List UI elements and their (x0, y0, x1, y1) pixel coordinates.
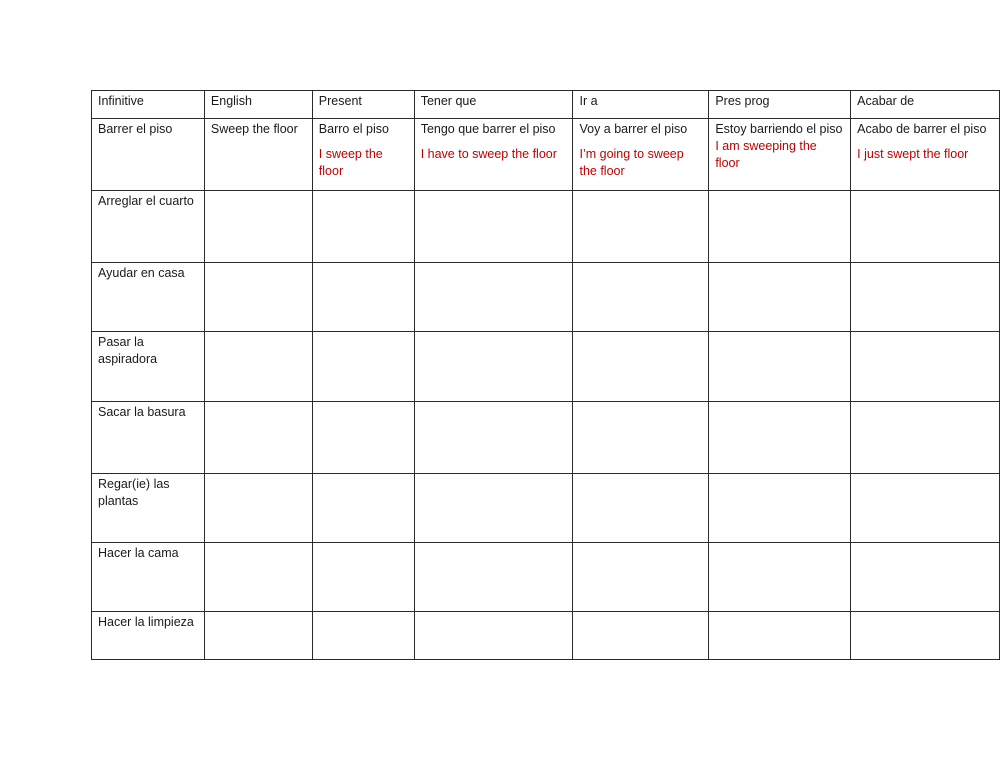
answer-cell[interactable] (709, 612, 851, 660)
answer-cell[interactable] (709, 191, 851, 263)
table-row (92, 332, 1000, 402)
answer-cell[interactable] (312, 402, 414, 474)
example-infinitive-text: Barrer el piso (98, 122, 173, 136)
header-tener-que: Tener que (414, 91, 573, 119)
answer-cell[interactable] (851, 543, 1000, 612)
conjugation-table (91, 90, 1000, 660)
answer-cell[interactable] (851, 191, 1000, 263)
table-row (92, 263, 1000, 332)
answer-cell[interactable] (709, 543, 851, 612)
answer-cell[interactable] (414, 474, 573, 543)
row-infinitive: Hacer la limpieza (92, 612, 205, 660)
ir-a-translation: I’m going to sweep the floor (579, 147, 684, 178)
header-present: Present (312, 91, 414, 119)
answer-cell[interactable] (312, 191, 414, 263)
answer-cell[interactable] (312, 332, 414, 402)
example-english (204, 119, 312, 191)
answer-cell[interactable] (573, 263, 709, 332)
example-row (92, 119, 1000, 191)
table-row (92, 402, 1000, 474)
row-infinitive: Pasar la aspiradora (92, 332, 205, 402)
table-row (92, 612, 1000, 660)
answer-cell[interactable] (414, 543, 573, 612)
answer-cell[interactable] (709, 332, 851, 402)
answer-cell[interactable] (573, 402, 709, 474)
pres-prog-translation: I am sweeping the floor (715, 139, 817, 170)
answer-cell[interactable] (573, 543, 709, 612)
answer-cell[interactable] (312, 263, 414, 332)
header-row (92, 91, 1000, 119)
answer-cell[interactable] (204, 543, 312, 612)
answer-cell[interactable] (204, 263, 312, 332)
header-pres-prog: Pres prog (709, 91, 851, 119)
answer-cell[interactable] (709, 263, 851, 332)
answer-cell[interactable] (204, 612, 312, 660)
row-infinitive: Regar(ie) las plantas (92, 474, 205, 543)
answer-cell[interactable] (573, 332, 709, 402)
acabar-de-translation: I just swept the floor (857, 147, 969, 161)
answer-cell[interactable] (573, 612, 709, 660)
table-row (92, 191, 1000, 263)
answer-cell[interactable] (851, 263, 1000, 332)
example-tener-que (414, 119, 573, 191)
answer-cell[interactable] (312, 474, 414, 543)
answer-cell[interactable] (414, 191, 573, 263)
example-present (312, 119, 414, 191)
tener-que-spanish: Tengo que barrer el piso (420, 122, 556, 136)
example-infinitive (92, 119, 205, 191)
ir-a-spanish: Voy a barrer el piso (579, 122, 688, 136)
row-infinitive: Ayudar en casa (92, 263, 205, 332)
header-english: English (204, 91, 312, 119)
answer-cell[interactable] (414, 612, 573, 660)
example-english-text: Sweep the floor (210, 122, 298, 136)
pres-prog-spanish: Estoy barriendo el piso (715, 122, 843, 136)
answer-cell[interactable] (573, 474, 709, 543)
present-translation: I sweep the floor (318, 147, 383, 178)
answer-cell[interactable] (414, 332, 573, 402)
tener-que-translation: I have to sweep the floor (420, 147, 557, 161)
answer-cell[interactable] (414, 263, 573, 332)
header-infinitive: Infinitive (92, 91, 205, 119)
example-pres-prog (709, 119, 851, 191)
row-infinitive: Hacer la cama (92, 543, 205, 612)
header-ir-a: Ir a (573, 91, 709, 119)
table-row (92, 474, 1000, 543)
answer-cell[interactable] (851, 474, 1000, 543)
answer-cell[interactable] (414, 402, 573, 474)
answer-cell[interactable] (312, 612, 414, 660)
answer-cell[interactable] (709, 402, 851, 474)
answer-cell[interactable] (204, 402, 312, 474)
answer-cell[interactable] (312, 543, 414, 612)
answer-cell[interactable] (204, 474, 312, 543)
acabar-de-spanish: Acabo de barrer el piso (857, 122, 987, 136)
table-row (92, 543, 1000, 612)
answer-cell[interactable] (709, 474, 851, 543)
answer-cell[interactable] (851, 402, 1000, 474)
row-infinitive: Arreglar el cuarto (92, 191, 205, 263)
example-acabar-de (851, 119, 1000, 191)
header-acabar-de: Acabar de (851, 91, 1000, 119)
row-infinitive: Sacar la basura (92, 402, 205, 474)
answer-cell[interactable] (204, 332, 312, 402)
answer-cell[interactable] (851, 332, 1000, 402)
answer-cell[interactable] (573, 191, 709, 263)
answer-cell[interactable] (204, 191, 312, 263)
example-ir-a (573, 119, 709, 191)
present-spanish: Barro el piso (318, 122, 389, 136)
answer-cell[interactable] (851, 612, 1000, 660)
